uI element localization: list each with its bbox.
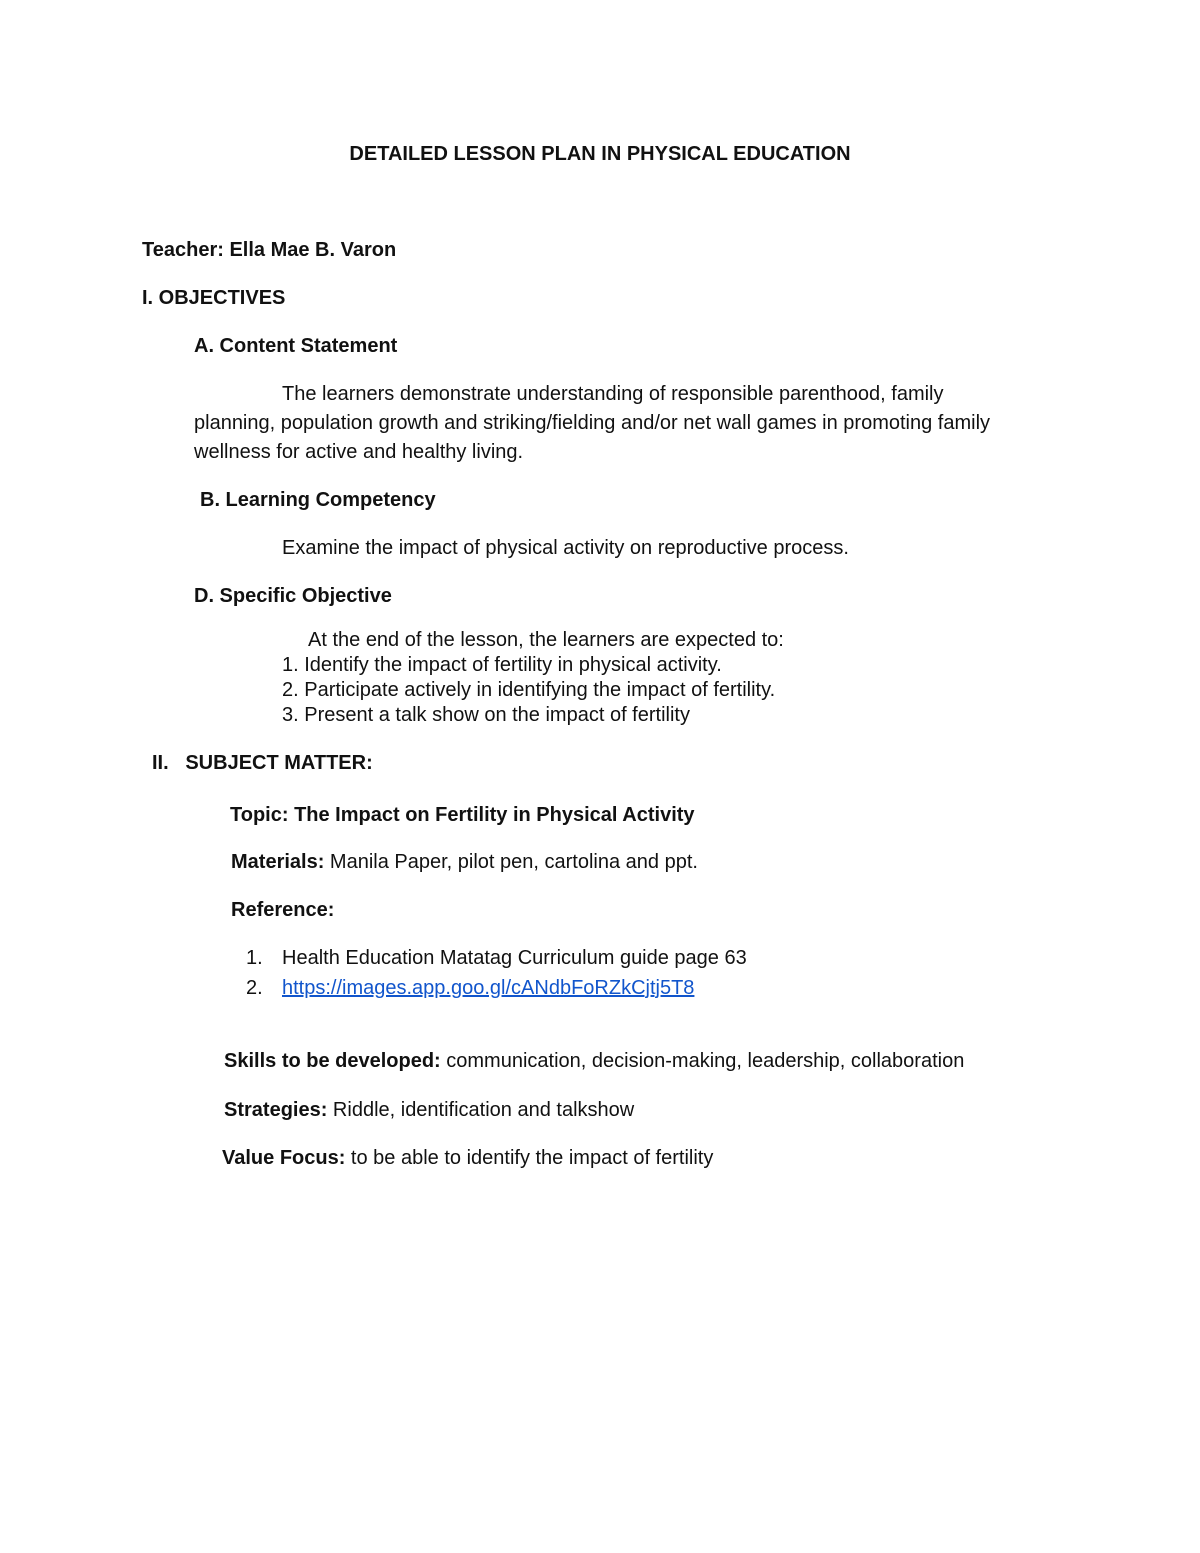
learning-competency-text: Examine the impact of physical activity on reproductive process. (282, 537, 849, 559)
content-statement-line: planning, population growth and striking/fielding and/or net wall games in promoting family (194, 412, 991, 434)
strategies-value: Riddle, identification and talkshow (327, 1099, 635, 1121)
content-statement-heading: A. Content Statement (194, 335, 398, 357)
objectives-heading: I. OBJECTIVES (142, 287, 286, 309)
specific-objective-item: 3. Present a talk show on the impact of fertility (282, 704, 690, 726)
materials-line (231, 848, 698, 876)
learning-competency-heading: B. Learning Competency (200, 489, 436, 511)
specific-objective-item: 2. Participate actively in identifying the impact of fertility. (282, 679, 776, 701)
topic-line: Topic: The Impact on Fertility in Physical Activity (230, 804, 695, 826)
materials-value: Manila Paper, pilot pen, cartolina and ppt. (324, 851, 698, 873)
reference-label: Reference: (231, 899, 335, 921)
teacher-name: Teacher: Ella Mae B. Varon (142, 239, 397, 261)
materials-label: Materials: (231, 851, 325, 873)
specific-objective-intro: At the end of the lesson, the learners are expected to: (308, 629, 784, 651)
value-focus-label: Value Focus: (222, 1147, 346, 1169)
strategies-label: Strategies: (224, 1099, 328, 1121)
skills-value: communication, decision-making, leadership, collaboration (440, 1050, 965, 1072)
specific-objective-heading: D. Specific Objective (194, 585, 392, 607)
subject-matter-heading: II. SUBJECT MATTER: (152, 752, 373, 774)
content-statement-line: wellness for active and healthy living. (194, 441, 524, 463)
content-statement-line: The learners demonstrate understanding of responsible parenthood, family (282, 383, 944, 405)
skills-line (224, 1047, 964, 1075)
reference-number: 1. (246, 947, 263, 969)
page-title: DETAILED LESSON PLAN IN PHYSICAL EDUCATION (349, 143, 851, 165)
skills-label: Skills to be developed: (224, 1050, 441, 1072)
reference-number: 2. (246, 977, 263, 999)
reference-text: Health Education Matatag Curriculum guide page 63 (282, 947, 747, 969)
value-focus-line (222, 1144, 713, 1172)
specific-objective-item: 1. Identify the impact of fertility in physical activity. (282, 654, 722, 676)
value-focus-value: to be able to identify the impact of fertility (345, 1147, 714, 1169)
reference-link[interactable]: https://images.app.goo.gl/cANdbFoRZkCjtj5T8 (282, 977, 695, 999)
strategies-line (224, 1096, 634, 1124)
